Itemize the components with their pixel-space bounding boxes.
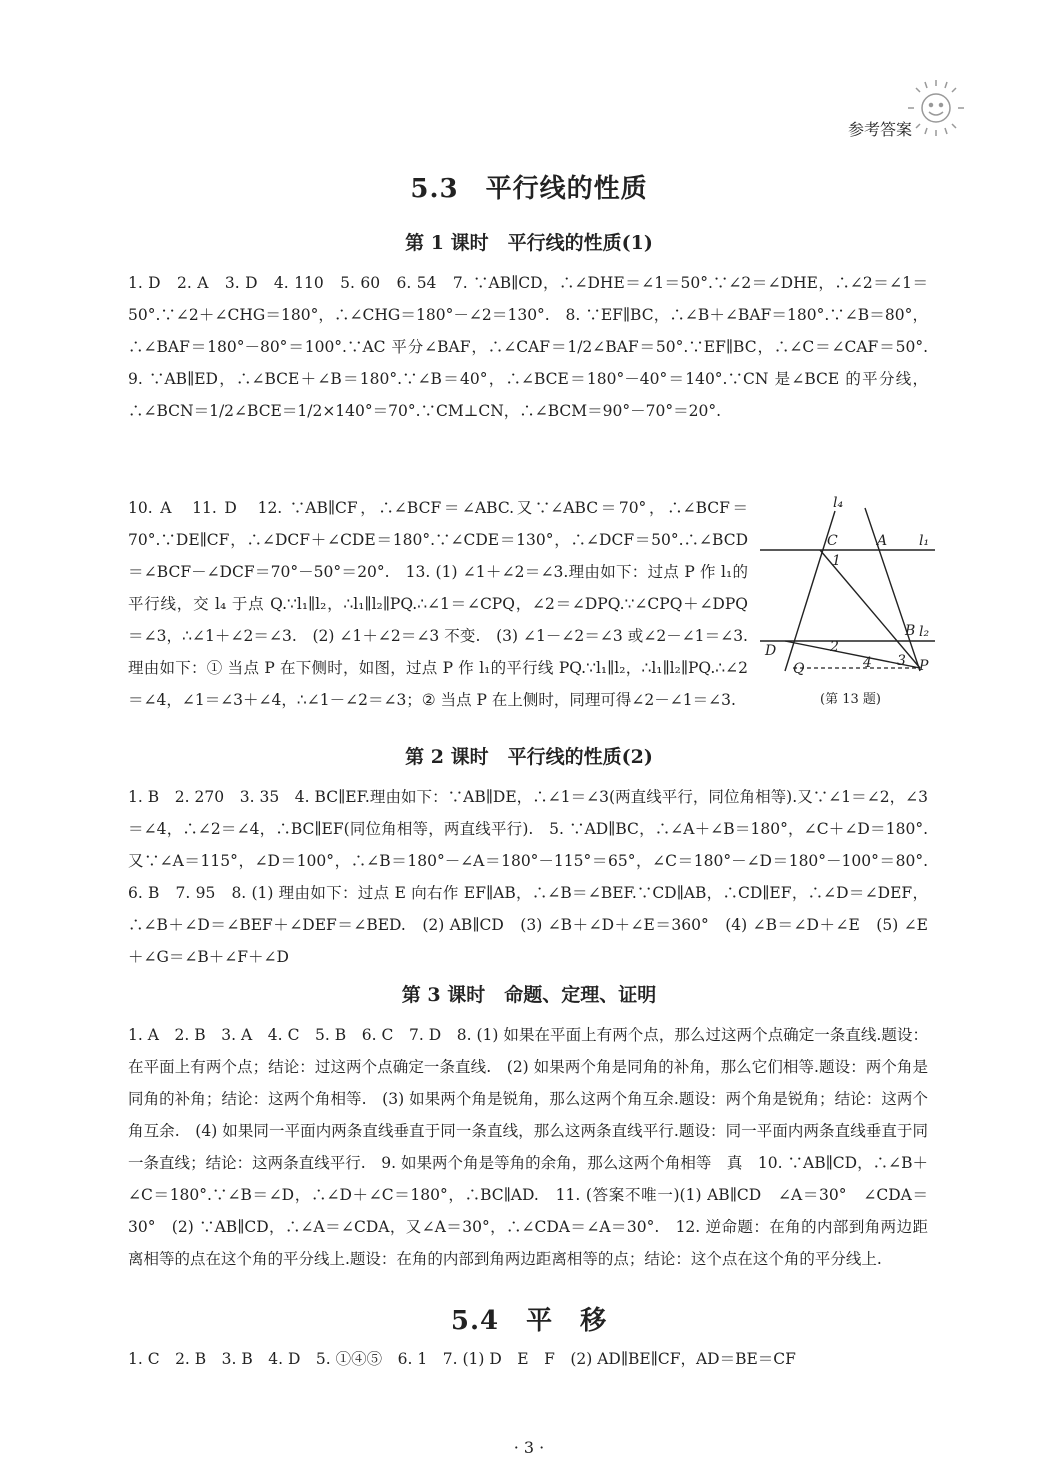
label-C: C — [827, 533, 838, 549]
label-angle-4: 4 — [863, 655, 872, 671]
page-number: · 3 · — [513, 1438, 545, 1457]
line-through-A-B — [865, 508, 920, 671]
label-B: B — [905, 623, 916, 639]
section-title-5-4: 5.4 平 移 — [450, 1306, 608, 1336]
section54-answers: 1. C 2. B 3. B 4. D 5. ①④⑤ 6. 1 7. (1) D E F (2) AD∥BE∥CF，AD＝BE＝CF — [128, 1350, 796, 1368]
figure-caption: (第 13 题) — [820, 692, 881, 707]
lesson1-answers-part2: 10. A 11. D 12. ∵AB∥CF，∴∠BCF＝∠ABC.又∵∠ABC＝70°，∴∠BCF＝70°.∵DE∥CF，∴∠DCF＋∠CDE＝180°.∵∠CDE＝130°，∴∠DCF＝50°.∴∠BCD＝∠BCF－∠DCF＝70°－50°＝20°. 13. (1) ∠1＋∠2＝∠3.理由如下：过点 P 作 l₁的平行线，交 l₄ 于点 Q.∵l₁∥l₂，∴l₁∥l₂∥PQ.∴∠1＝∠CPQ，∠2＝∠DPQ.∵∠CPQ＋∠DPQ＝∠3，∴∠1＋∠2＝∠3. (2) ∠1＋∠2＝∠3 不变. (3) ∠1－∠2＝∠3 或∠2－∠1＝∠3.理由如下：① 当点 P 在下侧时，如图，过点 P 作 l₁的平行线 PQ.∵l₁∥l₂，∴l₁∥l₂∥PQ.∴∠2＝∠4，∠1＝∠3＋∠4，∴∠1－∠2＝∠3；② 当点 P 在上侧时，同理可得∠2－∠1＝∠3. — [128, 499, 748, 709]
section-title-5-3: 5.3 平行线的性质 — [410, 174, 648, 204]
lesson2-title: 第 2 课时 平行线的性质(2) — [405, 746, 653, 768]
header-label: 参考答案 — [847, 120, 912, 139]
lesson3-title: 第 3 课时 命题、定理、证明 — [401, 984, 657, 1006]
sun-icon — [900, 80, 966, 140]
label-angle-2: 2 — [830, 639, 839, 655]
label-Q: Q — [793, 661, 805, 677]
label-P: P — [919, 658, 929, 674]
lesson3-answers: 1. A 2. B 3. A 4. C 5. B 6. C 7. D 8. (1) 如果在平面上有两个点，那么过这两个点确定一条直线.题设：在平面上有两个点；结论：过这两个点确定一条直线. (2) 如果两个角是同角的补角，那么它们相等.题设：两个角是同角的补角；结论：这两个角相等. (3) 如果两个角是锐角，那么这两个角互余.题设：两个角是锐角；结论：这两个角互余. (4) 如果同一平面内两条直线垂直于同一条直线，那么这两条直线平行.题设：同一平面内两条直线垂直于同一条直线；结论：这两条直线平行. 9. 如果两个角是等角的余角，那么这两个角相等 真 10. ∵AB∥CD，∴∠B＋∠C＝180°.∵∠B＝∠D，∴∠D＋∠C＝180°，∴BC∥AD. 11. (答案不唯一)(1) AB∥CD ∠A＝30° ∠CDA＝30° (2) ∵AB∥CD，∴∠A＝∠CDA，又∠A＝30°，∴∠CDA＝∠A＝30°. 12. 逆命题：在角的内部到角两边距离相等的点在这个角的平分线上.题设：在角的内部到角两边距离相等的点；结论：这个点在这个角的平分线上. — [128, 1026, 928, 1268]
lesson2-answers: 1. B 2. 270 3. 35 4. BC∥EF.理由如下：∵AB∥DE，∴∠1＝∠3(两直线平行，同位角相等).又∵∠1＝∠2，∠3＝∠4，∴∠2＝∠4，∴BC∥EF(同位角相等，两直线平行). 5. ∵AD∥BC，∴∠A＋∠B＝180°，∠C＋∠D＝180°.又∵∠A＝115°，∠D＝100°，∴∠B＝180°－∠A＝180°－115°＝65°，∠C＝180°－∠D＝180°－100°＝80°. 6. B 7. 95 8. (1) 理由如下：过点 E 向右作 EF∥AB，∴∠B＝∠BEF.∵CD∥AB，∴CD∥EF，∴∠D＝∠DEF，∴∠B＋∠D＝∠BEF＋∠DEF＝∠BED. (2) AB∥CD (3) ∠B＋∠D＋∠E＝360° (4) ∠B＝∠D＋∠E (5) ∠E＋∠G＝∠B＋∠F＋∠D — [128, 788, 944, 966]
label-A: A — [877, 533, 888, 549]
lesson1-answers-part1: 1. D 2. A 3. D 4. 110 5. 60 6. 54 7. ∵AB∥CD，∴∠DHE＝∠1＝50°.∵∠2＝∠DHE，∴∠2＝∠1＝50°.∵∠2＋∠CHG＝180°，∴∠CHG＝180°－∠2＝130°. 8. ∵EF∥BC，∴∠B＋∠BAF＝180°.∵∠B＝80°，∴∠BAF＝180°－80°＝100°.∵AC 平分∠BAF，∴∠CAF＝1/2∠BAF＝50°.∵EF∥BC，∴∠C＝∠CAF＝50°. 9. ∵AB∥ED，∴∠BCE＋∠B＝180°.∵∠B＝40°，∴∠BCE＝180°－40°＝140°.∵CN 是∠BCE 的平分线，∴∠BCN＝1/2∠BCE＝1/2×140°＝70°.∵CM⊥CN，∴∠BCM＝90°－70°＝20°. — [128, 274, 944, 420]
lesson1-title: 第 1 课时 平行线的性质(1) — [405, 232, 653, 254]
label-angle-3: 3 — [897, 653, 906, 669]
label-l2: l₂ — [919, 624, 930, 640]
label-D: D — [765, 643, 777, 659]
figure-13 — [755, 493, 935, 743]
label-angle-1: 1 — [832, 553, 841, 569]
label-l1: l₁ — [919, 533, 930, 549]
label-l4: l₄ — [833, 495, 844, 511]
